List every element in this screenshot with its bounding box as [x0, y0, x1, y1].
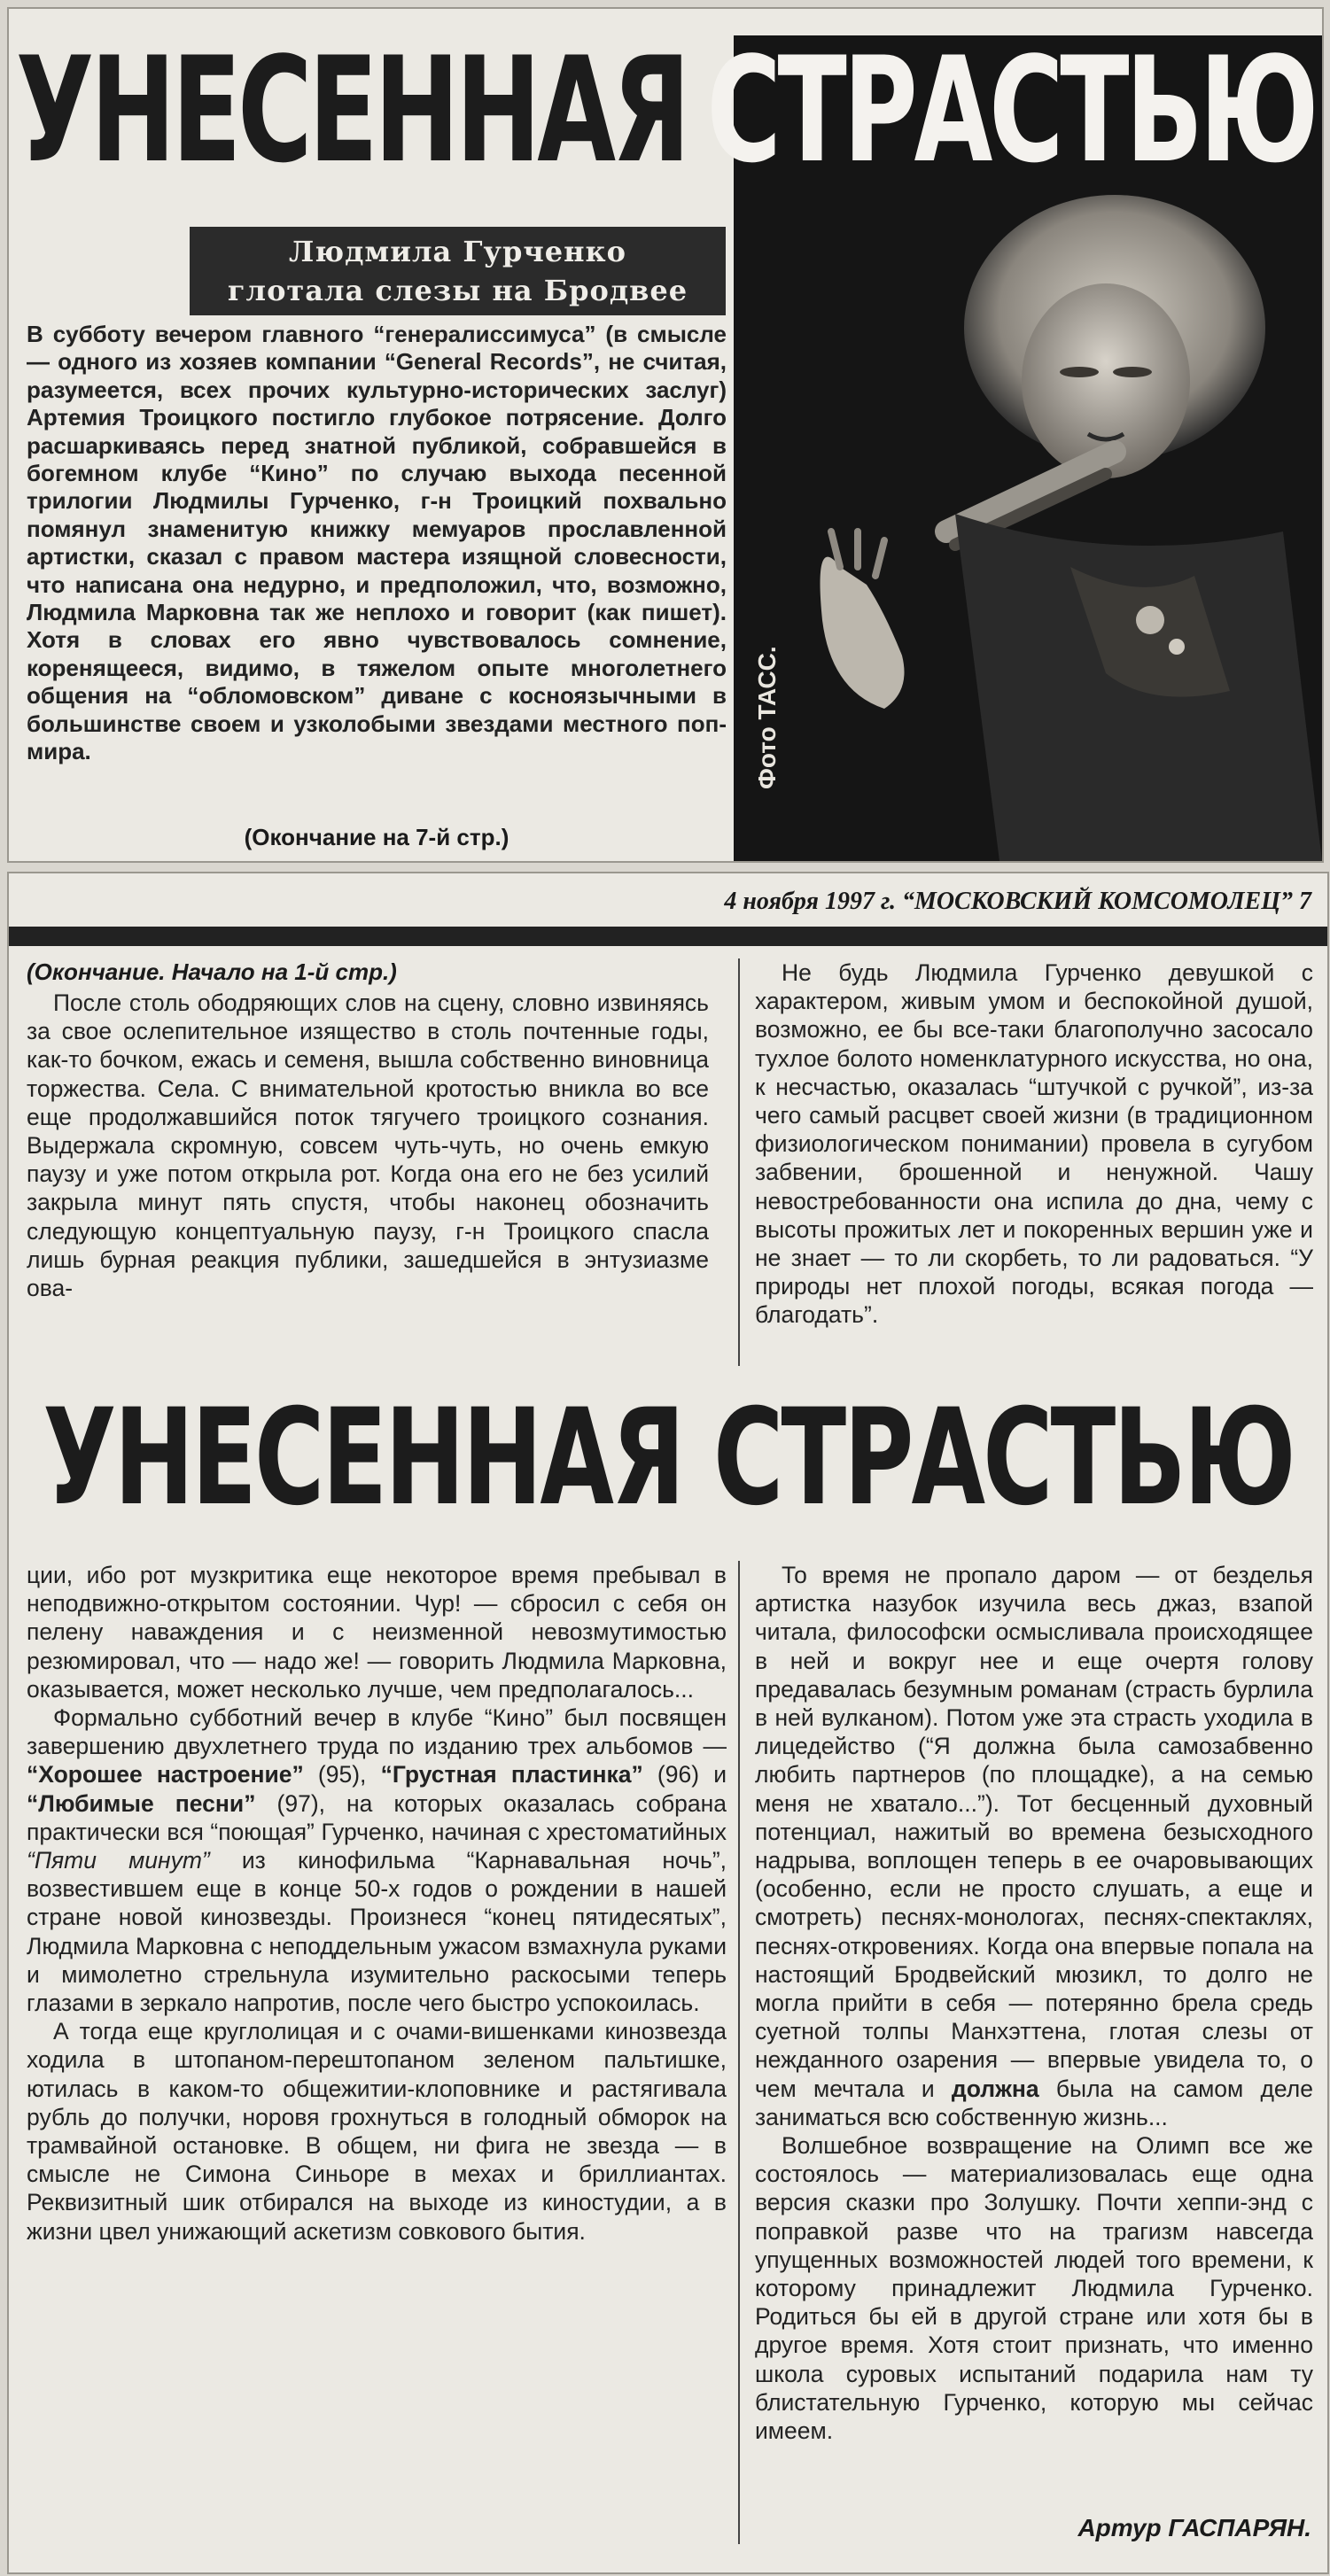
right-paragraph-1: [755, 1561, 1313, 2131]
left-p2-d: (97), на которых оказалась собрана практически вся “поющая” Гурченко, начиная с хрестоматийных: [27, 1789, 727, 1845]
dateline-text: 4 ноября 1997 г. “МОСКОВСКИЙ КОМСОМОЛЕЦ”: [724, 888, 1293, 915]
continuation-headline: УНЕСЕННАЯ СТРАСТЬЮ: [43, 1381, 1294, 1535]
top-left-text: После столь ободряющих слов на сцену, словно извиняясь за свое ослепительное изящество в столь почтенные годы, как-то бочком, ежась и семеня, вышла собственно виновница торжества. Села. С внимательной кротостью вникла во все еще продолжавшийся поток тягучего троицкого сознания. Выдержала скромную, совсем чуть-чуть, но очень емкую паузу и уже потом открыла рот. Когда она его не без усилий закрыла минут пять спустя, чтобы наконец обозначить следующую концептуальную паузу, г-н Троицкого спасла лишь бурная реакция публики, зашедшейся в энтузиазме ова-: [27, 989, 709, 1302]
album-1-title: “Хорошее настроение”: [27, 1761, 304, 1788]
page-number: 7: [1299, 888, 1311, 915]
photo-credit: Фото ТАСС.: [753, 646, 781, 789]
dateline: [9, 881, 1311, 923]
continuation-clipping: [7, 872, 1329, 2574]
album-2-title: “Грустная пластинка”: [380, 1761, 643, 1788]
song-title: “Пяти минут”: [27, 1847, 210, 1874]
top-right-text: Не будь Людмила Гурченко девушкой с характером, живым умом и беспокойной душой, возможно, ее бы все-таки благополучно засосало тухлое болото номенклатурного искусства, но она, к несчастью, оказалась “штучкой с ручкой”, из-за чего самый расцвет своей жизни (в традиционном физиологическом понимании) провела в сугубом забвении, брошенной и ненужной. Чашу невостребованности она испила до дна, чему с высоты прожитых лет и покоренных вершин уже и не знает — то ли скорбеть, то ли радоваться. “У природы нет плохой погоды, всякая погода — благодать”.: [755, 959, 1313, 1329]
front-page-clipping: [7, 7, 1324, 863]
top-left-column: [27, 989, 709, 1369]
bottom-right-column: [755, 1561, 1313, 2509]
column-divider-top: [738, 958, 740, 1366]
left-p2-e: из кинофильма “Карнавальная ночь”, возвестившем еще в конце 50-х годов о рождении в нашей стране новой кинозвезды. Произнеся “конец пятидесятых”, Людмила Марковна с неподдельным ужасом взмахнула руками и мимолетно стрельнула изумительно раскосыми теперь глазами в зеркало напротив, после чего быстро успокоилась.: [27, 1847, 727, 2017]
continued-note: (Окончание на 7-й стр.): [244, 824, 509, 850]
right-p1-bold: должна: [951, 2075, 1039, 2102]
headline-part-2: СТРАСТЬЮ: [706, 25, 1316, 195]
continued-from-note: (Окончание. Начало на 1-й стр.): [27, 958, 397, 985]
header-rule: [9, 927, 1327, 946]
album-3-title: “Любимые песни”: [27, 1789, 256, 1817]
right-paragraph-2: Волшебное возвращение на Олимп все же состоялось — материализовалась еще одна версия сказки про Золушку. Почти хеппи-энд с поправкой разве что на трагизм навсегда упущенных возможностей людей того времени, к которому принадлежит Людмила Гурченко. Родиться бы ей в другой стране или хотя бы в другое время. Хотя стоит признать, что именно школа суровых испытаний подарила нам ту блистательную Гурченко, которую мы сейчас имеем.: [755, 2132, 1313, 2445]
subhead-line-1: Людмила Гурченко: [288, 235, 626, 268]
right-p1-b: была на самом деле заниматься всю собственную жизнь...: [755, 2075, 1313, 2130]
left-paragraph-2: [27, 1703, 727, 2017]
left-p2-b: (95),: [303, 1761, 381, 1788]
top-right-column: [755, 958, 1313, 1366]
left-p2-c: (96) и: [642, 1761, 727, 1788]
left-paragraph-3: А тогда еще круглолицая и с очами-вишенками кинозвезда ходила в штопаном-перештопаном зеленом пальтишке, ютилась в каком-то общежитии-клоповнике и растягивала рубль до получки, норовя грохнуться в голодный обморок на трамвайной остановке. В общем, ни фига не звезда — в смысле не Симона Синьоре в мехах и бриллиантах. Реквизитный шик отбирался на выходе из киностудии, а в жизни цвел унижающий аскетизм совкового бытия.: [27, 2018, 727, 2245]
subhead-line-2: глотала слезы на Бродвее: [227, 274, 688, 307]
main-headline: [15, 21, 1316, 198]
author-signature: Артур ГАСПАРЯН.: [1077, 2514, 1311, 2541]
left-p2-a: Формально субботний вечер в клубе “Кино” был посвящен завершению двухлетнего труда по изданию трех альбомов —: [27, 1704, 727, 1760]
bottom-left-column: [27, 1561, 727, 2544]
subheadline: [190, 227, 726, 315]
lead-paragraph: В субботу вечером главного “генералиссимуса” (в смысле — одного из хозяев компании “General Records”, не считая, разумеется, всех прочих культурно-исторических заслуг) Артемия Троицкого постигло глубокое потрясение. Долго расшаркиваясь перед знатной публикой, собравшейся в богемном клубе “Кино” по случаю выхода песенной трилогии Людмилы Гурченко, г-н Троицкий похвально помянул знаменитую книжку мемуаров прославленной артистки, сказал с правом мастера изящной словесности, что написана она недурно, и предположил, что, возможно, Людмила Марковна так же неплохо и говорит (как пишет). Хотя в словах его явно чувствовалось сомнение, коренящееся, видимо, в тяжелом опыте многолетнего общения на “обломовском” диване с косноязычными в большинстве своем и узколобыми звездами местного поп-мира.: [27, 321, 727, 765]
headline-part-1: УНЕСЕННАЯ: [15, 25, 688, 195]
left-paragraph-1: ции, ибо рот музкритика еще некоторое время пребывал в неподвижно-открытом состоянии. Чур! — сбросил с себя он пелену наваждения и с неизменной невозмутимостью резюмировал, что — надо же! — говорить Людмила Марковна, оказывается, может несколько лучше, чем предполагалось...: [27, 1562, 727, 1703]
right-p1-a: То время не пропало даром — от безделья артистка назубок изучила весь джаз, взапой читала, философски осмысливала происходящее в ней и вокруг нее и еще очертя голову предавалась безумным романам (страсть бурлила в ней вулканом). Потом уже эта страсть уходила в лицедейство (“Я должна была самозабвенно любить партнеров (по площадке), а на семью меня не хватало...”). Тот бесценный духовный потенциал, нажитый во времена безысходного надрыва, воплощен теперь в ее очаровывающих (особенно, если не просто слушать, а еще и смотреть) песнях-монологах, песнях-спектаклях, песнях-откровениях. Когда она впервые попала на настоящий Бродвейский мюзикл, то долго не могла прийти в себя — потерянно брела средь суетной толпы Манхэттена, глотая слезы от нежданного озарения — впервые увидела то, о чем мечтала и: [755, 1562, 1313, 2102]
column-divider-bottom: [738, 1561, 740, 2544]
